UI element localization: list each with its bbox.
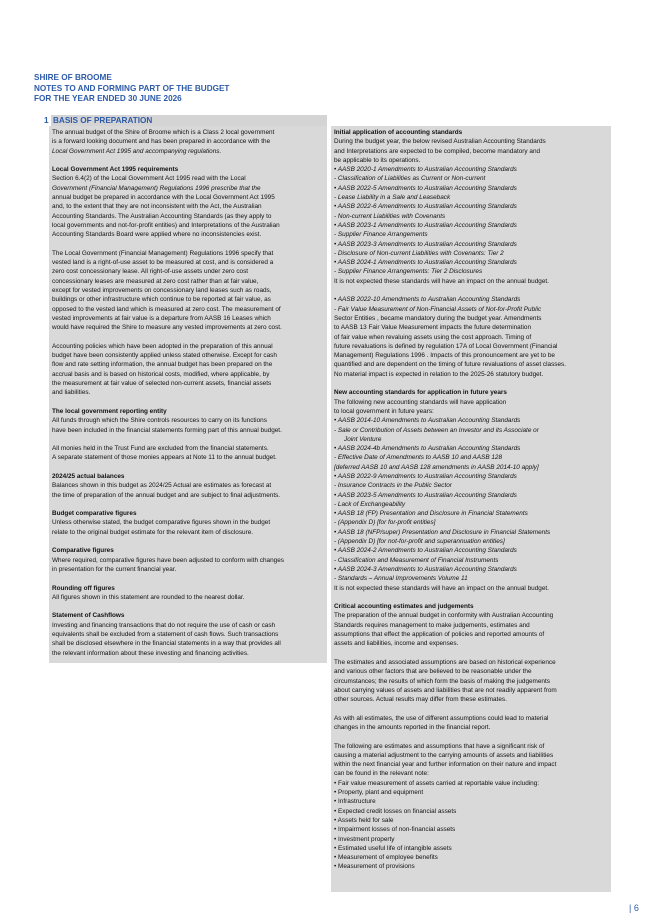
text-line: Investing and financing transactions that do not require the use of cash or cash	[52, 621, 276, 629]
text-line: local governments and not-for-profit entities) and Interpretations of the Australian	[52, 221, 280, 229]
list-item: • Fair value measurement of assets carried at reportable value including:	[334, 779, 540, 787]
list-item: • AASB 2024-3 Amendments to Australian Accounting Standards	[334, 565, 517, 573]
text-line: would have required the Shire to measure any vested improvements at zero cost.	[52, 324, 282, 332]
text-line: equivalents shall be excluded from a statement of cash flows. Such transactions	[52, 631, 279, 639]
text-line: Accounting Standards Board were applied where no inconsistencies exist.	[52, 231, 262, 239]
text-line: A separate statement of those monies appears at Note 11 to the annual budget.	[52, 454, 277, 462]
list-item: • Investment property	[334, 835, 395, 843]
list-item: - Classification of Liabilities as Current or Non-current	[334, 175, 486, 183]
list-item: • Measurement of provisions	[334, 863, 415, 871]
left-column	[49, 126, 327, 663]
list-item: • AASB 2022-9 Amendments to Australian Accounting Standards	[334, 472, 517, 480]
text-line: is a forward looking document and has been prepared in accordance with the	[52, 138, 271, 146]
intro-paragraph	[52, 128, 324, 156]
list-item: - Supplier Finance Arrangements: Tier 2 Disclosures	[334, 268, 483, 276]
text-line: The estimates and associated assumptions are based on historical experience	[334, 658, 556, 666]
list-item: • Infrastructure	[334, 798, 376, 806]
text-line: assets and liabilities, income and expenses.	[334, 640, 459, 648]
text-line: • AASB 2022-10 Amendments to Australian Accounting Standards	[334, 296, 521, 304]
list-item: • AASB 2023-3 Amendments to Australian Accounting Standards	[334, 240, 517, 248]
text-line: future revaluations is defined by regulation 17A of Local Government (Financial	[334, 342, 558, 350]
text-line: Accounting Standards. The Australian Accounting Standards (as they apply to	[52, 212, 272, 220]
list-item: - Effective Date of Amendments to AASB 10 and AASB 128	[334, 454, 503, 462]
text-line: have been included in the financial statements forming part of this annual budget.	[52, 426, 282, 434]
list-item: - Sale or Contribution of Assets between an Investor and its Associate or	[334, 426, 539, 434]
text-line: the measurement at fair value of selected non-current assets, financial assets	[52, 380, 272, 388]
text-line: Section 6.4(2) of the Local Government Act 1995 read with the Local	[52, 175, 246, 183]
text-line: except for vested improvements on concessionary land leases such as roads,	[52, 287, 272, 295]
fm-regulations-paragraph	[52, 249, 324, 333]
lga-paragraph	[52, 174, 324, 239]
text-line: and liabilities.	[52, 389, 91, 397]
list-item: - Disclosure of Non-current Liabilities with Covenants: Tier 2	[334, 249, 504, 257]
list-item: • AASB 2024-2 Amendments to Australian Accounting Standards	[334, 547, 517, 555]
text-line: It is not expected these standards will have an impact on the annual budget.	[334, 277, 549, 285]
text-line: shall be disclosed elsewhere in the financial statements in a way that provides all	[52, 640, 281, 648]
text-line: the time of preparation of the annual budget and are subject to final adjustments.	[52, 491, 281, 499]
new-standards-heading: New accounting standards for application in future years	[334, 389, 507, 397]
text-line: All monies held in the Trust Fund are excluded from the financial statements.	[52, 445, 269, 453]
list-item: - Lease Liability in a Sale and Leaseback	[334, 194, 451, 202]
text-line: The annual budget of the Shire of Broome which is a Class 2 local government	[52, 129, 275, 136]
text-line: Management) Regulations 1996 . Impacts of this pronouncement are yet to be	[334, 352, 555, 360]
text-line: and, to the extent that they are not inconsistent with the Act, the Australian	[52, 203, 262, 211]
text-line: within the next financial year and further information on their nature and impact	[334, 761, 557, 769]
list-item: • Measurement of employee benefits	[334, 854, 438, 862]
text-line: concessionary leases are measured at zero cost rather than at fair value,	[52, 277, 259, 285]
list-item: - (Appendix D) [for for-profit entities]	[334, 519, 436, 527]
text-line: The Local Government (Financial Management) Regulations 1996 specify that	[52, 249, 274, 257]
text-line: Standards requires management to make judgements, estimates and	[334, 621, 530, 629]
text-line: in presentation for the current financial year.	[52, 565, 177, 573]
lga-heading: Local Government Act 1995 requirements	[52, 166, 179, 174]
text-line: Accounting policies which have been adopted in the preparation of this annual	[52, 342, 273, 350]
list-item: - Lack of Exchangeability	[334, 500, 406, 508]
text-line: annual budget be prepared in accordance with the Local Government Act 1995	[52, 194, 275, 202]
text-line: vested improvements at fair value is a departure from AASB 16 Leases which	[52, 314, 271, 322]
text-line: and Interpretations are expected to be compiled, become mandatory and	[334, 147, 541, 155]
list-item: • AASB 2023-1 Amendments to Australian Accounting Standards	[334, 221, 517, 229]
text-line: Unless otherwise stated, the budget comparative figures shown in the budget	[52, 519, 271, 527]
text-line: relate to the original budget estimate for the relevant item of disclosure.	[52, 528, 254, 536]
list-item: Joint Venture	[344, 435, 382, 443]
text-line: and various other factors that are believed to be reasonable under the	[334, 668, 532, 676]
list-item: - Supplier Finance Arrangements	[334, 231, 428, 239]
text-line: to AASB 13 Fair Value Measurement impacts the future determination	[334, 324, 532, 332]
initial-standards-list	[334, 165, 608, 277]
text-line: changes in the amounts reported in the financial report.	[334, 724, 491, 731]
cashflows-heading: Statement of Cashflows	[52, 612, 125, 620]
text-line: vested land is a right-of-use asset to be measured at cost, and is considered a	[52, 259, 274, 267]
text-line: about carrying values of assets and liabilities that are not readily apparent from	[334, 686, 557, 694]
budget-comparative-heading: Budget comparative figures	[52, 510, 137, 518]
text-line: - Fair Value Measurement of Non-Financial Assets of Not-for-Profit Public	[334, 305, 542, 313]
rounding-heading: Rounding off figures	[52, 584, 115, 592]
new-standards-list	[334, 416, 608, 583]
text-line: No material impact is expected in relation to the 2025-26 statutory budget.	[334, 370, 544, 378]
entity-heading: The local government reporting entity	[52, 407, 167, 415]
page-number: | 6	[629, 903, 639, 913]
text-line: of fair value when revaluing assets using the cost approach. Timing of	[334, 333, 532, 341]
document-heading	[34, 73, 229, 105]
text-line: accrual basis and is based on historical costs, modified, where applicable, by	[52, 370, 270, 378]
text-line: causing a material adjustment to the carrying amounts of assets and liabilities	[334, 751, 554, 759]
text-line: Local Government Act 1995 and accompanying regulations.	[52, 147, 222, 155]
text-line: Where required, comparative figures have been adjusted to conform with changes	[52, 556, 284, 564]
list-item: • Property, plant and equipment	[334, 789, 424, 797]
list-item: - Non-current Liabilities with Covenants	[334, 212, 446, 220]
list-item: • Estimated useful life of intangible assets	[334, 844, 452, 852]
estimates-list	[334, 779, 608, 872]
text-line: buildings or other infrastructure which continue to be reported at fair value, as	[52, 296, 271, 304]
text-line: Government (Financial Management) Regulations 1996 prescribe that the	[52, 184, 261, 192]
list-item: • AASB 2014-10 Amendments to Australian Accounting Standards	[334, 417, 521, 425]
initial-application-heading: Initial application of accounting standards	[334, 129, 463, 136]
text-line: the relevant information about these investing and financing activities.	[52, 649, 249, 657]
text-line: The following are estimates and assumptions that have a significant risk of	[334, 742, 545, 750]
text-line: The preparation of the annual budget in conformity with Australian Accounting	[334, 612, 554, 620]
text-line: quantified and are dependent on the timing of future revaluations of asset classes.	[334, 361, 566, 369]
text-line: As with all estimates, the use of different assumptions could lead to material	[334, 714, 549, 722]
section-number: 1	[44, 116, 49, 125]
list-item: - Classification and Measurement of Financial Instruments	[334, 556, 499, 564]
text-line: flow and rate setting information, the annual budget has been prepared on the	[52, 361, 273, 369]
text-line: be applicable to its operations.	[334, 156, 421, 164]
list-item: • AASB 2022-6 Amendments to Australian Accounting Standards	[334, 203, 517, 211]
text-line: All funds through which the Shire controls resources to carry on its functions	[52, 417, 267, 425]
heading-notes: NOTES TO AND FORMING PART OF THE BUDGET	[34, 83, 230, 93]
list-item: - Standards – Annual Improvements Volume 11	[334, 575, 468, 583]
list-item: • Assets held for sale	[334, 816, 394, 824]
actual-balances-heading: 2024/25 actual balances	[52, 472, 125, 480]
text-line: budget have been consistently applied unless stated otherwise. Except for cash	[52, 352, 277, 360]
heading-year: FOR THE YEAR ENDED 30 JUNE 2026	[34, 94, 182, 103]
comparative-heading: Comparative figures	[52, 547, 114, 555]
policies-paragraph	[52, 342, 324, 398]
list-item: • Impairment losses of non-financial assets	[334, 826, 456, 834]
list-item: • AASB 18 (FP) Presentation and Disclosure in Financial Statements	[334, 510, 528, 518]
text-line: All figures shown in this statement are rounded to the nearest dollar.	[52, 593, 245, 601]
text-line: can be found in the relevant note:	[334, 770, 429, 778]
fair-value-paragraph	[334, 295, 608, 379]
list-item: - Insurance Contracts in the Public Sector	[334, 482, 452, 490]
list-item: - (Appendix D) [for not-for-profit and superannuation entities]	[334, 538, 505, 546]
list-item: • AASB 2023-5 Amendments to Australian Accounting Standards	[334, 491, 517, 499]
text-line: The following new accounting standards will have application	[334, 398, 507, 406]
right-column	[331, 126, 611, 892]
text-line: Balances shown in this budget as 2024/25 Actual are estimates as forecast at	[52, 482, 272, 490]
list-item: • AASB 2024-4b Amendments to Australian Accounting Standards	[334, 445, 521, 453]
list-item: [deferred AASB 10 and AASB 128 amendments in AASB 2014-10 apply]	[334, 463, 539, 471]
list-item: • Expected credit losses on financial assets	[334, 807, 457, 815]
text-line: During the budget year, the below revised Australian Accounting Standards	[334, 138, 546, 146]
list-item: • AASB 2020-1 Amendments to Australian Accounting Standards	[334, 166, 517, 174]
list-item: • AASB 18 (NFP/super) Presentation and Disclosure in Financial Statements	[334, 528, 551, 536]
text-line: to local government in future years:	[334, 407, 434, 415]
text-line: other sources. Actual results may differ from these estimates.	[334, 696, 507, 704]
text-line: circumstances; the results of which form the basis of making the judgements	[334, 677, 550, 685]
text-line: Sector Entities , became mandatory during the budget year. Amendments	[334, 314, 542, 322]
list-item: • AASB 2024-1 Amendments to Australian Accounting Standards	[334, 259, 517, 267]
text-line: It is not expected these standards will have an impact on the annual budget.	[334, 584, 549, 592]
list-item: • AASB 2022-5 Amendments to Australian Accounting Standards	[334, 184, 517, 192]
text-line: opposed to the vested land which is measured at zero cost. The measurement of	[52, 305, 281, 313]
text-line: assumptions that effect the application of policies and reported amounts of	[334, 631, 545, 639]
critical-estimates-heading: Critical accounting estimates and judgements	[334, 603, 474, 611]
section-title: BASIS OF PREPARATION	[51, 115, 327, 126]
heading-shire: SHIRE OF BROOME	[34, 73, 112, 82]
text-line: zero cost concessionary lease. All right-of-use assets under zero cost	[52, 268, 249, 276]
